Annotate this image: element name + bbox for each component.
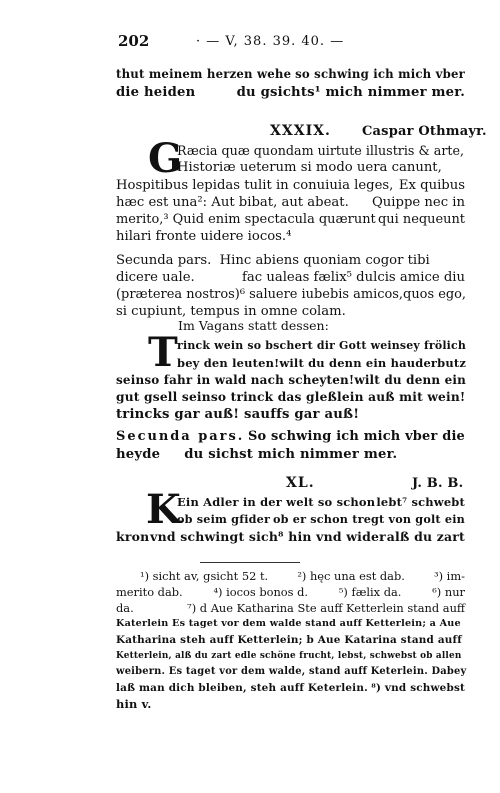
- text-line: [116, 406, 465, 423]
- text-segment: sein: [116, 373, 145, 387]
- text-segment: alß du zart: [386, 529, 465, 544]
- text-segment: bey den leuten!: [177, 356, 280, 370]
- text-segment: ²) hęc una est dab.: [297, 569, 405, 583]
- text-line: [177, 355, 465, 372]
- text-segment: die heiden: [116, 85, 196, 100]
- text-segment: ob er schon tregt von golt ein: [273, 512, 465, 526]
- text-line: [177, 494, 465, 511]
- text-segment: (præterea nostros)⁶ saluere iubebis amicos,: [116, 287, 404, 302]
- text-segment: kron: [116, 529, 150, 544]
- text-segment: hilari fronte uidere iocos.⁴: [116, 229, 292, 244]
- footnote-line: [140, 568, 465, 584]
- text-segment: so schwing ich mich vber: [295, 67, 465, 81]
- text-line: [116, 528, 465, 545]
- text-segment: vnd schwingt sich⁸ hin vnd wider: [150, 529, 386, 544]
- text-line: [177, 511, 465, 528]
- drop-capital: T: [148, 329, 178, 376]
- text-segment: du gsichts¹ mich nimmer mer.: [236, 85, 465, 100]
- text-line: [116, 286, 465, 303]
- text-segment: ob seim gfider: [177, 512, 271, 526]
- text-segment: ¹) sicht av, gsicht 52 t.: [140, 569, 269, 583]
- text-segment: heyde: [116, 447, 161, 462]
- text-segment: si cupiunt, tempus in omne colam.: [116, 304, 346, 319]
- text-line: [116, 228, 465, 245]
- text-segment: ⁸) vnd schwebst: [371, 682, 465, 694]
- section-intro: Im Vagans statt dessen:: [178, 318, 329, 333]
- text-segment: trincks gar auß! sauffs gar auß!: [116, 407, 360, 422]
- text-line: [116, 372, 465, 389]
- text-segment: wilt du denn ein hauderbutz: [279, 356, 467, 370]
- text-segment: merito dab.: [116, 585, 183, 599]
- text-line: [177, 337, 465, 354]
- text-segment: so fahr in wald nach scheyten!: [144, 373, 355, 387]
- text-segment: ⁷) d Aue Katharina Ste auff Ketterlein stand auff: [187, 601, 465, 615]
- text-segment: Ketterlein, alß du zart edle schöne frucht, lebst, schwebst ob allen: [116, 651, 462, 661]
- text-segment: So schwing ich mich vber die: [247, 429, 465, 444]
- text-segment: fac ualeas fælix⁵ dulcis amice diu: [242, 270, 465, 285]
- text-segment: Secunda pars. Hinc abiens quoniam cogor tibi: [116, 253, 430, 268]
- text-line: [177, 142, 465, 159]
- text-line: [116, 389, 465, 406]
- text-segment: lebt⁷ schwebt: [376, 495, 465, 509]
- footnote-line: [116, 632, 465, 648]
- text-segment: gut gsell sein: [116, 390, 211, 404]
- text-segment: wilt du denn ein: [354, 373, 467, 387]
- text-segment: rinck wein so bschert dir Gott wein: [177, 339, 400, 352]
- text-segment: Secunda pars.: [116, 429, 245, 444]
- text-segment: merito,³ Quid enim spectacula quærunt: [116, 212, 376, 227]
- footnote-line: [116, 696, 465, 712]
- song-number: XXXIX.: [270, 123, 331, 139]
- text-line: [116, 252, 465, 269]
- text-segment: weibern. Es taget vor dem walde, stand auff Keterlein. Dabey: [116, 666, 467, 677]
- song-attribution: Caspar Othmayr.: [362, 124, 487, 139]
- text-segment: Hospitibus lepidas tulit in conuiuia leges,: [116, 178, 394, 193]
- text-segment: ⁶) nur: [432, 585, 465, 599]
- text-segment: hin v.: [116, 697, 152, 711]
- footnote-line: [116, 600, 465, 616]
- text-segment: Ex quibus: [398, 178, 465, 193]
- text-segment: ⁵) fælix da.: [338, 585, 402, 599]
- text-line: [116, 269, 465, 286]
- text-line: [116, 194, 465, 211]
- footnote-line: [116, 664, 465, 680]
- text-segment: Ræcia quæ quondam uirtute illustris & arte,: [177, 143, 465, 158]
- text-segment: Katerlein Es taget vor dem walde stand auff Ketterlein; a Aue: [116, 618, 461, 629]
- text-segment: so trinck das gleßlein auß mit wein!: [210, 390, 466, 404]
- text-segment: Ein Adler in der welt so schon: [177, 495, 376, 509]
- footnote-line: [116, 680, 465, 696]
- song-number: XL.: [286, 475, 315, 491]
- text-segment: Historiæ ueterum si modo uera canunt,: [177, 160, 442, 175]
- text-segment: dicere uale.: [116, 270, 195, 285]
- footnote-divider: [200, 562, 300, 563]
- text-segment: sey frölich: [399, 339, 467, 352]
- drop-capital: G: [148, 135, 183, 182]
- text-line: [177, 159, 465, 176]
- text-line: [116, 66, 465, 83]
- footnote-line: [116, 584, 465, 600]
- text-segment: quos ego,: [403, 287, 467, 302]
- text-segment: Katharina steh auff Ketterlein; b Aue Katarina stand auff: [116, 634, 462, 646]
- song-attribution: J. B. B.: [412, 476, 464, 491]
- text-segment: qui nequeunt: [378, 212, 465, 227]
- text-line: [116, 211, 465, 228]
- text-line: [116, 428, 465, 445]
- footnote-line: [116, 648, 465, 664]
- footnote-line: [116, 616, 465, 632]
- text-segment: du sichst mich nimmer mer.: [184, 447, 398, 462]
- text-segment: ³) im-: [434, 569, 465, 583]
- text-segment: Quippe nec in: [372, 195, 465, 210]
- text-segment: hæc est una²: Aut bibat, aut abeat.: [116, 195, 349, 210]
- text-segment: thut meinem herzen wehe: [116, 67, 292, 81]
- text-line: [116, 177, 465, 194]
- running-head: · — V, 38. 39. 40. —: [196, 34, 345, 49]
- text-segment: da.: [116, 601, 134, 615]
- text-line: [116, 84, 465, 101]
- text-line: [116, 446, 465, 463]
- text-segment: ⁴) iocos bonos d.: [213, 585, 309, 599]
- page-number: 202: [118, 32, 150, 50]
- drop-capital: K: [146, 486, 181, 533]
- text-segment: laß man dich bleiben, steh auff Keterlein.: [116, 682, 368, 694]
